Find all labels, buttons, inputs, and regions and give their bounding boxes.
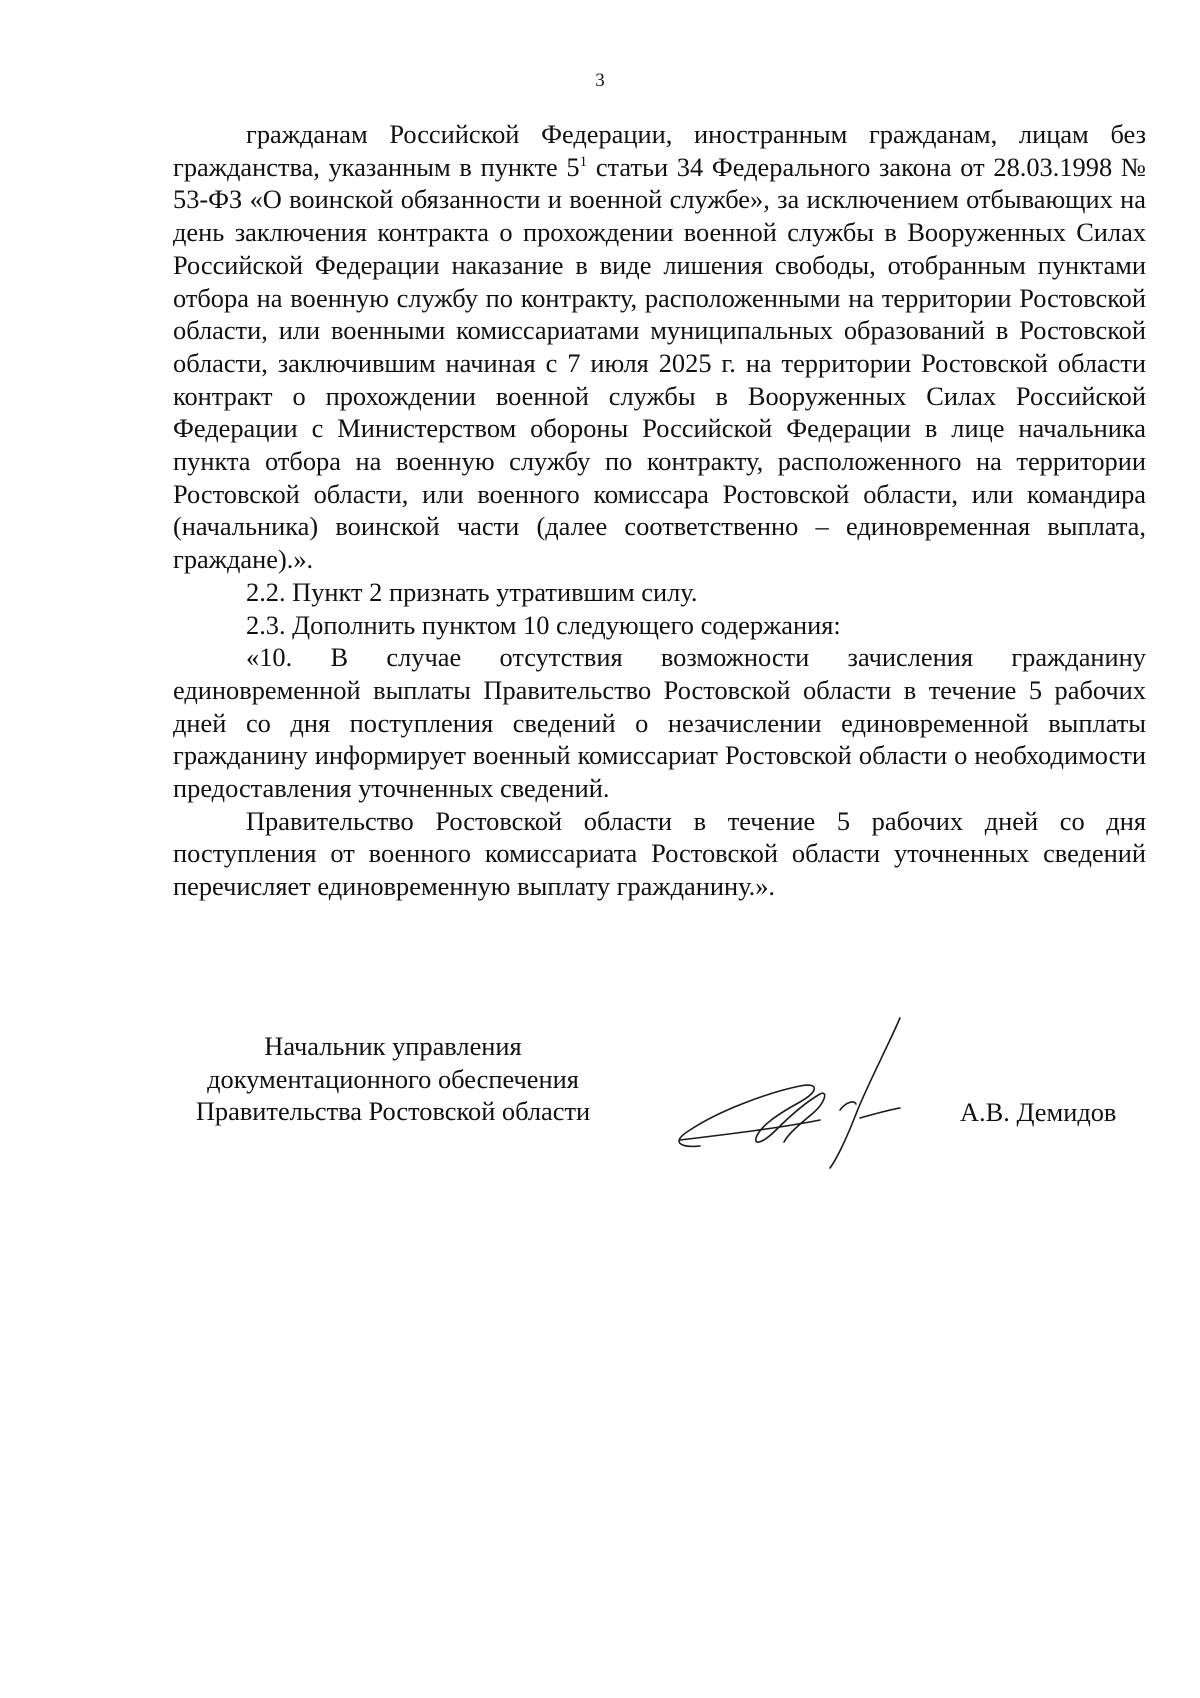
position-line: документационного обеспечения (207, 1063, 579, 1094)
paragraph-continuation (173, 118, 1146, 576)
position-line: Начальник управления (264, 1031, 522, 1061)
paragraph-item-2-2: 2.2. Пункт 2 признать утратившим силу. (246, 576, 698, 607)
signer-name: А.В. Демидов (960, 1097, 1117, 1127)
position-line: Правительства Ростовской области (195, 1096, 591, 1127)
paragraph-text: гражданам Российской Федерации, иностранным гражданам, лицам без гражданства, указанным в пункте 5 (173, 119, 1146, 182)
superscript-index: 1 (579, 153, 588, 170)
page-number: 3 (595, 70, 605, 91)
paragraph-text: статьи 34 Федерального закона от 28.03.1998 № 53-ФЗ «О воинской обязанности и военной службе», за исключением отбывающих на день заключения контракта о прохождении военной службы в Вооруженных Силах Российской Федерации наказание в виде лишения свободы, отобранным пунктами отбора на военную службу по контракту, расположенными на территории Ростовской области, или военными комиссариатами муниципальных образований в Ростовской области, заключившим начиная с 7 июля 2025 г. на территории Ростовской области контракт о прохождении военной службы в Вооруженных Силах Российской Федерации с Министерством обороны Российской Федерации в лице начальника пункта отбора на военную службу по контракту, расположенного на территории Ростовской области, или военного комиссара Ростовской области, или командира (начальника) воинской части (далее соответственно – единовременная выплата, граждане).». (173, 151, 1147, 575)
signatory-position (173, 1030, 613, 1128)
document-body (173, 118, 1146, 903)
handwritten-signature (660, 1010, 940, 1170)
paragraph-item-10-continued: Правительство Ростовской области в течение 5 рабочих дней со дня поступления от военного комиссариата Ростовской области уточненных сведений перечисляет единовременную выплату гражданину.». (173, 805, 1146, 902)
paragraph-item-2-3: 2.3. Дополнить пунктом 10 следующего содержания: (246, 609, 841, 640)
paragraph-item-10: «10. В случае отсутствия возможности зачисления гражданину единовременной выплаты Правительство Ростовской области в течение 5 рабочих дней со дня поступления сведений о незачислении единовременной выплаты гражданину информирует военный комиссариат Ростовской области о необходимости предоставления уточненных сведений. (173, 642, 1146, 804)
